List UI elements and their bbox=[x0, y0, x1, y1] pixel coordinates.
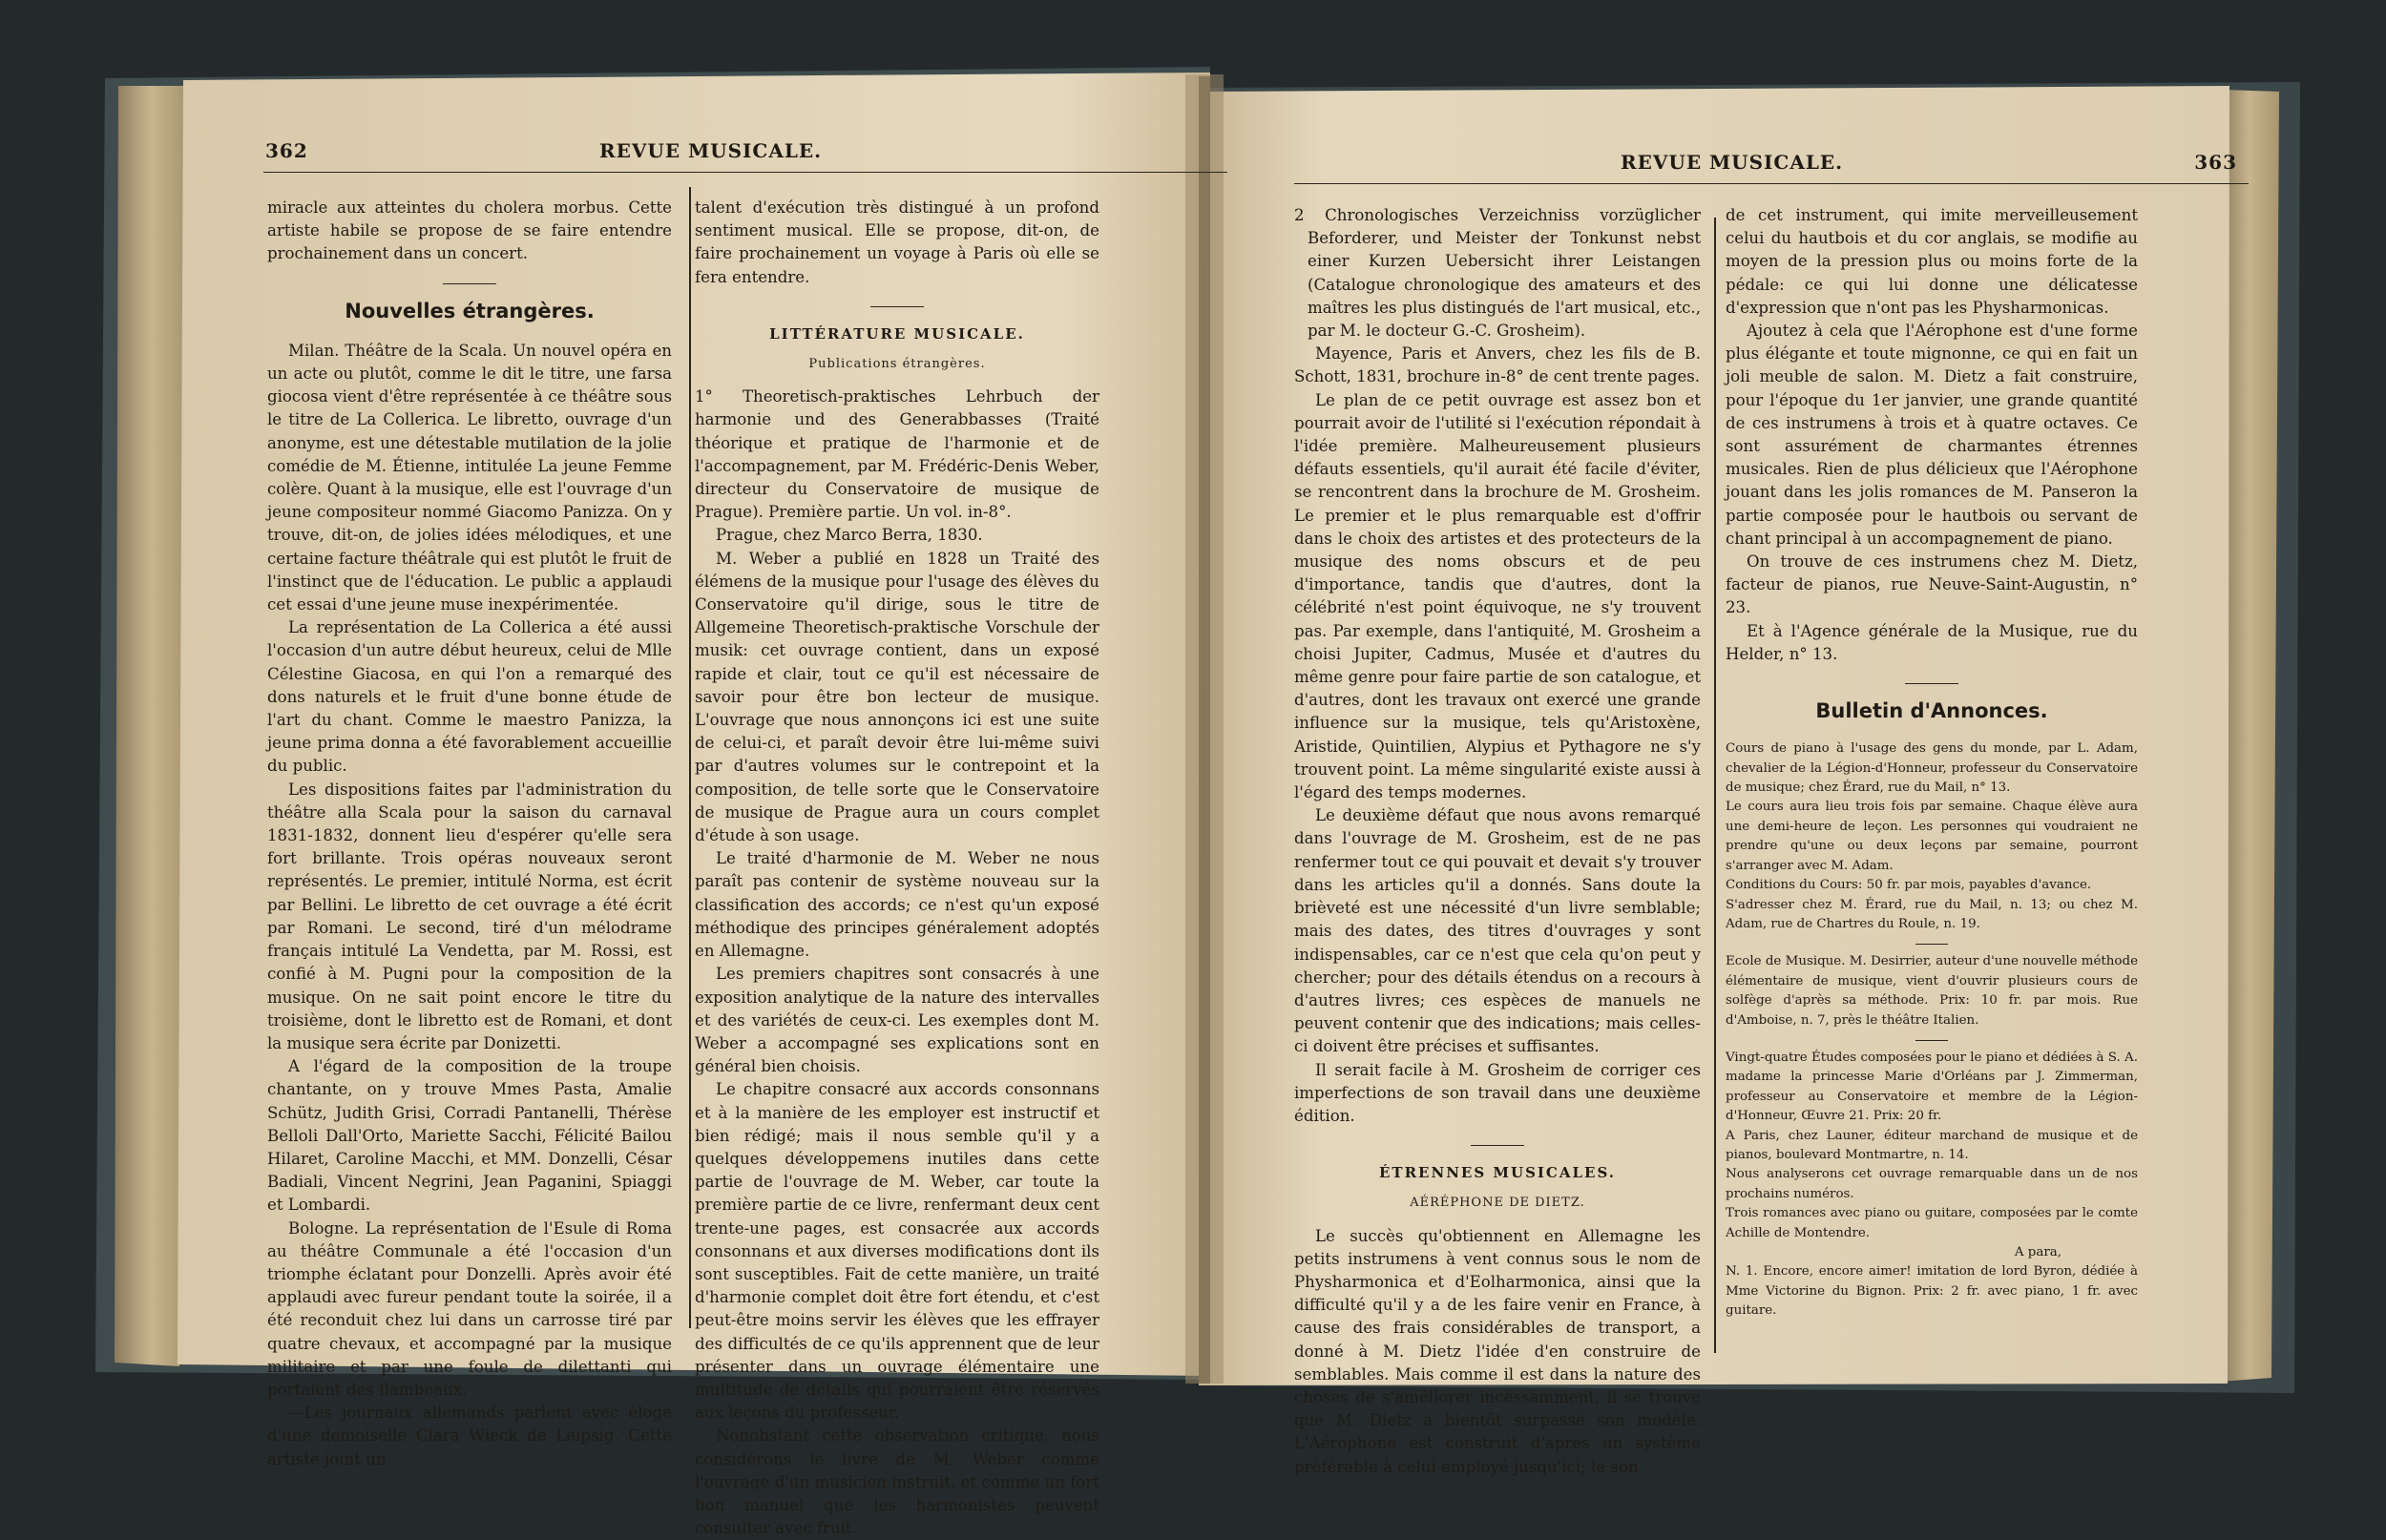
announcement: Ecole de Musique. M. Desirrier, auteur d'une nouvelle méthode élémentaire de musique, vient d'ouvrir plusieurs cours de solfège d'après sa méthode. Prix: 10 fr. par mois. Rue d'Amboise, n. 7, près le théâtre Italien. bbox=[1726, 954, 2138, 1028]
section-heading: ÉTRENNES MUSICALES. bbox=[1378, 1164, 1616, 1182]
announcement: Nous analyserons cet ouvrage remarquable dans un de nos prochains numéros. bbox=[1726, 1167, 2138, 1201]
section-heading: Nouvelles étrangères. bbox=[345, 299, 595, 323]
page-number: 363 bbox=[2194, 151, 2237, 174]
paragraph: Le succès qu'obtiennent en Allemagne les petits instrumens à vent connus sous le nom de Physharmonica et d'Eolharmonica, ainsi que la difficulté qu'il y a de les faire venir en France, à cause des frais considérables de transport, a donné à M. Dietz l'idée d'en construire de semblables. Mais comme il est dans la nature des choses de s'améliorer incessamment, il se trouve que M. Dietz a bientôt surpassé son modèle. L'Aérophone est construit d'après un système préférable à celui employé jusqu'ici; le son bbox=[1294, 1226, 1701, 1476]
page-number-left bbox=[265, 139, 308, 162]
paragraph: —Les journaux allemands parlent avec éloge d'une demoiselle Clara Wieck de Leipsig. Cette artiste joint un bbox=[267, 1404, 672, 1468]
paragraph: Le plan de ce petit ouvrage est assez bon et pourrait avoir de l'utilité si l'exécution répondait à l'idée première. Malheureusement plusieurs défauts essentiels, qu'il aurait été facile d'éviter, se rencontrent dans la brochure de M. Grosheim. Le premier et le plus remarquable est d'offrir dans le choix des artistes et des protecteurs de la musique des noms obscurs et de peu d'importance, tandis que d'autres, dont la célébrité n'est point équivoque, ne s'y trouvent pas. Par exemple, dans l'antiquité, M. Grosheim a choisi Jupiter, Cadmus, Musée et d'autres du même genre pour faire partie de son catalogue, et d'autres, dont les travaux ont exercé une grande influence sur la musique, tels qu'Aristoxène, Aristide, Quintilien, Alypius et Pythagore ne s'y trouvent point. La même singularité existe aussi à l'égard des temps modernes. bbox=[1294, 390, 1701, 802]
paragraph: de cet instrument, qui imite merveilleusement celui du hautbois et du cor anglais, se modifie au moyen de la pression plus ou moins forte de la pédale: ce qui lui donne une délicatesse d'expression que n'ont pas les Physharmonicas. bbox=[1726, 206, 2138, 317]
header-rule bbox=[1294, 183, 2249, 184]
left-column-2 bbox=[695, 197, 1099, 1540]
announcement: A para, bbox=[2014, 1245, 2062, 1260]
paragraph: 1° Theoretisch-praktisches Lehrbuch der harmonie und des Generabbasses (Traité théorique et pratique de l'harmonie et de l'accompagnement, par M. Frédéric-Denis Weber, directeur du Conservatoire de musique de Prague). Première partie. Un vol. in-8°. bbox=[695, 387, 1099, 522]
announcement: N. 1. Encore, encore aimer! imitation de lord Byron, dédiée à Mme Victorine du Bignon. Prix: 2 fr. avec piano, 1 fr. avec guitare. bbox=[1726, 1264, 2138, 1319]
paragraph: Prague, chez Marco Berra, 1830. bbox=[716, 526, 983, 545]
paragraph: Et à l'Agence générale de la Musique, rue du Helder, n° 13. bbox=[1726, 621, 2138, 663]
section-subheading: Publications étrangères. bbox=[808, 357, 986, 372]
running-header-left: REVUE MUSICALE. bbox=[599, 139, 823, 162]
announcement: A Paris, chez Launer, éditeur marchand de musique et de pianos, boulevard Montmartre, n. 14. bbox=[1726, 1128, 2138, 1162]
paragraph: A l'égard de la composition de la troupe chantante, on y trouve Mmes Pasta, Amalie Schütz, Judith Grisi, Corradi Pantanelli, Thérèse Belloli Dall'Orto, Mariette Sacchi, Félicité Bailou Hilaret, Caroline Macchi, et MM. Donzelli, César Badiali, Vincent Negrini, Jean Paganini, Spiaggi et Lombardi. bbox=[267, 1057, 672, 1215]
header-rule bbox=[263, 172, 1227, 173]
paragraph: Les premiers chapitres sont consacrés à une exposition analytique de la nature des intervalles et des variétés de ceux-ci. Les exemples dont M. Weber a accompagné ses explications sont en général bien choisis. bbox=[695, 965, 1099, 1076]
column-rule bbox=[689, 187, 691, 1328]
section-heading: LITTÉRATURE MUSICALE. bbox=[769, 324, 1025, 343]
paragraph: On trouve de ces instrumens chez M. Dietz, facteur de pianos, rue Neuve-Saint-Augustin, n° 23. bbox=[1726, 552, 2138, 617]
paragraph: miracle aux atteintes du cholera morbus. Cette artiste habile se propose de se faire entendre prochainement dans un concert. bbox=[267, 198, 672, 263]
separator-rule bbox=[1915, 944, 1948, 945]
announcement: Le cours aura lieu trois fois par semaine. Chaque élève aura une demi-heure de leçon. Les personnes qui voudraient ne prendre qu'une ou deux leçons par semaine, pourront s'arranger avec M. Adam. bbox=[1726, 800, 2138, 873]
paragraph: Milan. Théâtre de la Scala. Un nouvel opéra en un acte ou plutôt, comme le dit le titre, une farsa giocosa vient d'être représentée à ce théâtre sous le titre de La Collerica. Le libretto, ouvrage d'un anonyme, est une détestable mutilation de la jolie comédie de M. Étienne, intitulée La jeune Femme colère. Quant à la musique, elle est l'ouvrage d'un jeune compositeur nommé Giacomo Panizza. On y trouve, dit-on, de jolies idées mélodiques, et une certaine facture théâtrale qui est plutôt le fruit de l'instinct que de l'éducation. Le public a applaudi cet essai d'une jeune muse inexpérimentée. bbox=[267, 341, 672, 614]
section-heading: Bulletin d'Annonces. bbox=[1815, 699, 2048, 723]
announcements bbox=[1726, 739, 2138, 1321]
paragraph: 2 Chronologisches Verzeichniss vorzüglicher Beforderer, und Meister der Tonkunst nebst einer Kurzen Uebersicht ihrer Leistangen (Catalogue chronologique des amateurs et des maîtres les plus distingués de l'art musical, etc., par M. le docteur G.-C. Grosheim). bbox=[1294, 206, 1701, 341]
column-rule bbox=[1714, 218, 1716, 1353]
separator-rule bbox=[1915, 1040, 1948, 1041]
paragraph: M. Weber a publié en 1828 un Traité des élémens de la musique pour l'usage des élèves du Conservatoire qu'il dirige, sous le titre de Allgemeine Theoretisch-praktische Vorschule der musik: cet ouvrage contient, dans un exposé rapide et clair, tout ce qu'il est nécessaire de savoir pour être bon lecteur de musique. L'ouvrage que nous annonçons ici est une suite de celui-ci, et paraît devoir être lui-même suivi par d'autres volumes sur le contrepoint et la composition, de telle sorte que le Conservatoire de musique de Prague aura un cours complet d'étude à son usage. bbox=[695, 549, 1099, 845]
paragraph: Les dispositions faites par l'administration du théâtre alla Scala pour la saison du carnaval 1831-1832, donnent lieu d'espérer qu'elle sera fort brillante. Trois opéras nouveaux seront représentés. Le premier, intitulé Norma, est écrit par Bellini. Le libretto de cet ouvrage a été écrit par Romani. Le second, tiré d'un mélodrame français intitulé La Vendetta, par M. Rossi, est confié à M. Pugni pour la composition de la musique. On ne sait point encore le titre du troisième, dont le libretto est de Romani, et dont la musique sera écrite par Donizetti. bbox=[267, 780, 672, 1052]
paragraph: talent d'exécution très distingué à un profond sentiment musical. Elle se propose, dit-on, de faire prochainement un voyage à Paris où elle se fera entendre. bbox=[695, 198, 1099, 286]
announcement: Conditions du Cours: 50 fr. par mois, payables d'avance. bbox=[1726, 878, 2092, 893]
page-number-right bbox=[2194, 151, 2237, 174]
right-column-2 bbox=[1726, 204, 2138, 1321]
separator-rule bbox=[1905, 683, 1958, 684]
page-number: 362 bbox=[265, 139, 308, 162]
paragraph: Le traité d'harmonie de M. Weber ne nous paraît pas contenir de système nouveau sur la classification des accords; ce n'est qu'un exposé méthodique des principes généralement adoptés en Allemagne. bbox=[695, 849, 1099, 961]
paragraph: Nonobstant cette observation critique, nous considérons le livre de M. Weber comme l'ouvrage d'un musicien instruit, et comme un fort bon manuel que les harmonistes peuvent consulter avec fruit. bbox=[695, 1426, 1099, 1538]
paragraph: La représentation de La Collerica a été aussi l'occasion d'un autre début heureux, celui de Mlle Célestine Giacosa, en qui l'on a remarqué des dons naturels et le fruit d'une bonne étude de l'art du chant. Comme le maestro Panizza, la jeune prima donna a été favorablement accueillie du public. bbox=[267, 618, 672, 776]
announcement: Cours de piano à l'usage des gens du monde, par L. Adam, chevalier de la Légion-d'Honneur, professeur du Conservatoire de musique; chez Érard, rue du Mail, n° 13. bbox=[1726, 741, 2138, 796]
running-header-right: REVUE MUSICALE. bbox=[1621, 151, 1844, 174]
paragraph: Ajoutez à cela que l'Aérophone est d'une forme plus élégante et toute mignonne, ce qui en fait un joli meuble de salon. M. Dietz a fait construire, pour l'époque du 1er janvier, une grande quantité de ces instrumens à trois et à quatre octaves. Ce sont assurément de charmantes étrennes musicales. Rien de plus délicieux que l'Aérophone jouant dans les jolis romances de M. Panseron la partie composée pour le hautbois ou servant de chant principal à un accompagnement de piano. bbox=[1726, 322, 2138, 548]
paragraph: Le deuxième défaut que nous avons remarqué dans l'ouvrage de M. Grosheim, est de ne pas renfermer tout ce qui pouvait et devait s'y trouver dans les articles qu'il a donnés. Sans doute la brièveté est une nécessité d'un livre semblable; mais des dates, des titres d'ouvrages y sont indispensables, car ce n'est que cela qu'on peut y chercher; pour des détails étendus on a recours à d'autres livres; ces espèces de manuels ne peuvent contenir que des indications; mais celles-ci doivent être précises et suffisantes. bbox=[1294, 806, 1701, 1056]
announcement: S'adresser chez M. Érard, rue du Mail, n. 13; ou chez M. Adam, rue de Chartres du Roule, n. 19. bbox=[1726, 897, 2138, 931]
announcement: Vingt-quatre Études composées pour le piano et dédiées à S. A. madame la princesse Marie d'Orléans par J. Zimmerman, professeur au Conservatoire et membre de la Légion-d'Honneur, Œuvre 21. Prix: 20 fr. bbox=[1726, 1050, 2138, 1124]
separator-rule bbox=[443, 283, 496, 284]
left-column-1 bbox=[267, 197, 672, 1471]
paragraph: Le chapitre consacré aux accords consonnans et à la manière de les employer est instructif et bien rédigé; mais il nous semble qu'il y a quelques développemens inutiles dans cette partie de l'ouvrage de M. Weber, car toute la première partie de ce livre, renfermant deux cent trente-une pages, est consacrée aux accords consonnans et aux diverses modifications dont ils sont susceptibles. Fait de cette manière, un traité d'harmonie complet doit être fort étendu, et c'est peut-être moins servir les élèves que les effrayer des difficultés de ce qu'ils apprennent que de leur présenter dans un ouvrage élémentaire une multitude de détails qui pourraient être réservés aux leçons du professeur. bbox=[695, 1080, 1099, 1423]
paragraph: Il serait facile à M. Grosheim de corriger ces imperfections de son travail dans une deuxième édition. bbox=[1294, 1060, 1701, 1125]
paragraph: Mayence, Paris et Anvers, chez les fils de B. Schott, 1831, brochure in-8° de cent trente pages. bbox=[1294, 344, 1701, 386]
right-column-1 bbox=[1294, 204, 1701, 1479]
separator-rule bbox=[1471, 1145, 1524, 1146]
paragraph: Bologne. La représentation de l'Esule di Roma au théâtre Communale a été l'occasion d'un triomphe éclatant pour Donzelli. Après avoir été applaudi avec fureur pendant toute la soirée, il a été reconduit chez lui dans un carrosse tiré par quatre chevaux, et accompagné par la musique militaire et par une foule de dilettanti qui portaient des flambeaux. bbox=[267, 1218, 672, 1399]
separator-rule bbox=[870, 306, 924, 307]
announcement: Trois romances avec piano ou guitare, composées par le comte Achille de Montendre. bbox=[1726, 1206, 2138, 1240]
section-subheading: AÉRÉPHONE DE DIETZ. bbox=[1410, 1196, 1585, 1211]
